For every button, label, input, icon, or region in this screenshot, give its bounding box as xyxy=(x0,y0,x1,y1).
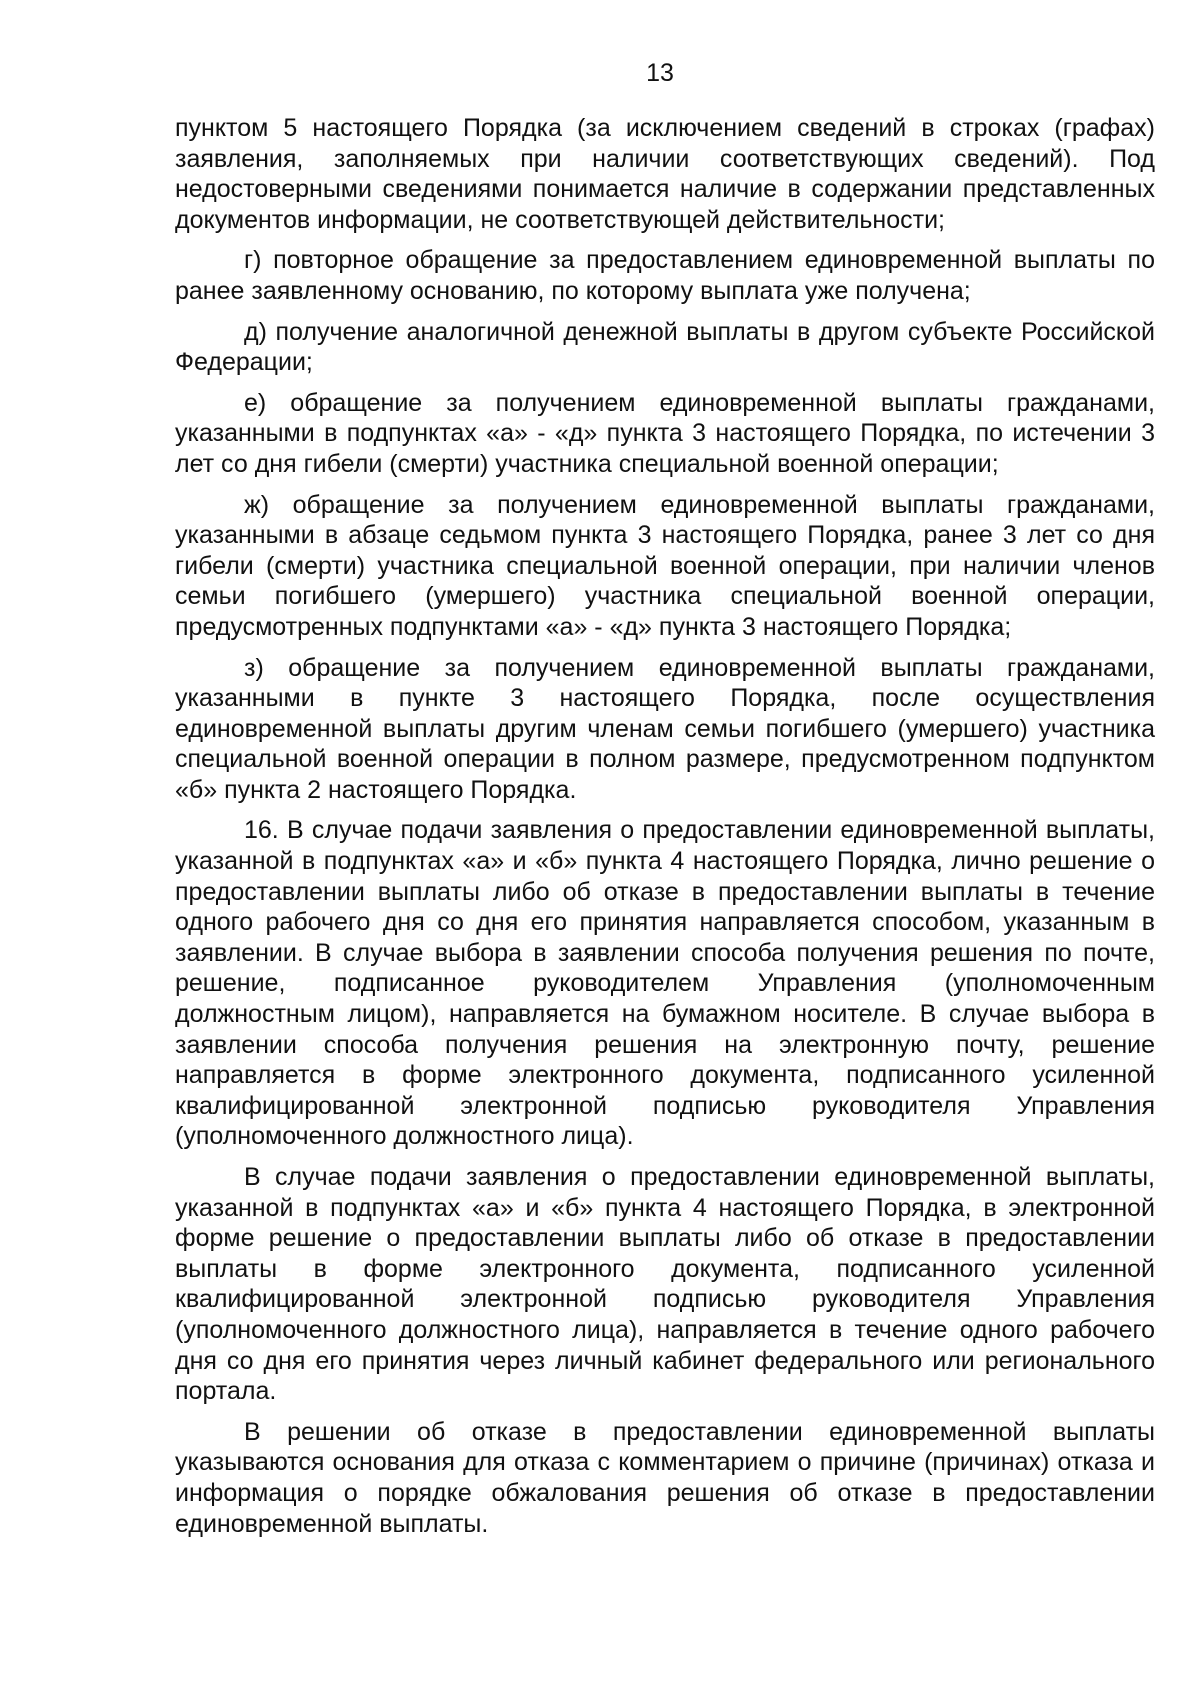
paragraph-item-d: д) получение аналогичной денежной выплаты в другом субъекте Российской Федерации; xyxy=(175,317,1155,377)
paragraph-item-e: е) обращение за получением единовременной выплаты гражданами, указанными в подпунктах «а» - «д» пункта 3 настоящего Порядка, по истечении 3 лет со дня гибели (смерти) участника специальной военной операции; xyxy=(175,388,1155,478)
paragraph-item-g: г) повторное обращение за предоставлением единовременной выплаты по ранее заявленному основанию, по которому выплата уже получена; xyxy=(175,246,1155,305)
paragraph-electronic-decision: В случае подачи заявления о предоставлении единовременной выплаты, указанной в подпунктах «а» и «б» пункта 4 настоящего Порядка, в электронной форме решение о предоставлении выплаты либо об отказе в предоставлении выплаты в форме электронного документа, подписанного усиленной квалифицированной электронной подписью руководителя Управления (уполномоченного должностного лица), направляется в течение одного рабочего дня со дня его принятия через личный кабинет федерального или регионального портала. xyxy=(175,1163,1155,1406)
paragraph-item-z: з) обращение за получением единовременной выплаты гражданами, указанными в пункте 3 настоящего Порядка, после осуществления единовременной выплаты другим членам семьи погибшего (умершего) участника специальной военной операции в полном размере, предусмотренном подпунктом «б» пункта 2 настоящего Порядка. xyxy=(175,653,1155,804)
paragraph-continuation: пунктом 5 настоящего Порядка (за исключением сведений в строках (графах) заявления, заполняемых при наличии соответствующих сведений). Под недостоверными сведениями понимается наличие в содержании представленных документов информации, не соответствующей действительности; xyxy=(175,114,1155,234)
document-body xyxy=(175,113,1155,1549)
page-number: 13 xyxy=(646,59,674,87)
paragraph-item-zh: ж) обращение за получением единовременной выплаты гражданами, указанными в абзаце седьмом пункта 3 настоящего Порядка, ранее 3 лет со дня гибели (смерти) участника специальной военной операции, при наличии членов семьи погибшего (умершего) участника специальной военной операции, предусмотренных подпунктами «а» - «д» пункта 3 настоящего Порядка; xyxy=(175,490,1155,641)
paragraph-refusal-decision: В решении об отказе в предоставлении единовременной выплаты указываются основания для отказа с комментарием о причине (причинах) отказа и информация о порядке обжалования решения об отказе в предоставлении единовременной выплаты. xyxy=(175,1417,1155,1538)
paragraph-section-16: 16. В случае подачи заявления о предоставлении единовременной выплаты, указанной в подпунктах «а» и «б» пункта 4 настоящего Порядка, лично решение о предоставлении выплаты либо об отказе в предоставлении выплаты в течение одного рабочего дня со дня его принятия направляется способом, указанным в заявлении. В случае выбора в заявлении способа получения решения по почте, решение, подписанное руководителем Управления (уполномоченным должностным лицом), направляется на бумажном носителе. В случае выбора в заявлении способа получения решения на электронную почту, решение направляется в форме электронного документа, подписанного усиленной квалифицированной электронной подписью руководителя Управления (уполномоченного должностного лица). xyxy=(175,816,1155,1151)
